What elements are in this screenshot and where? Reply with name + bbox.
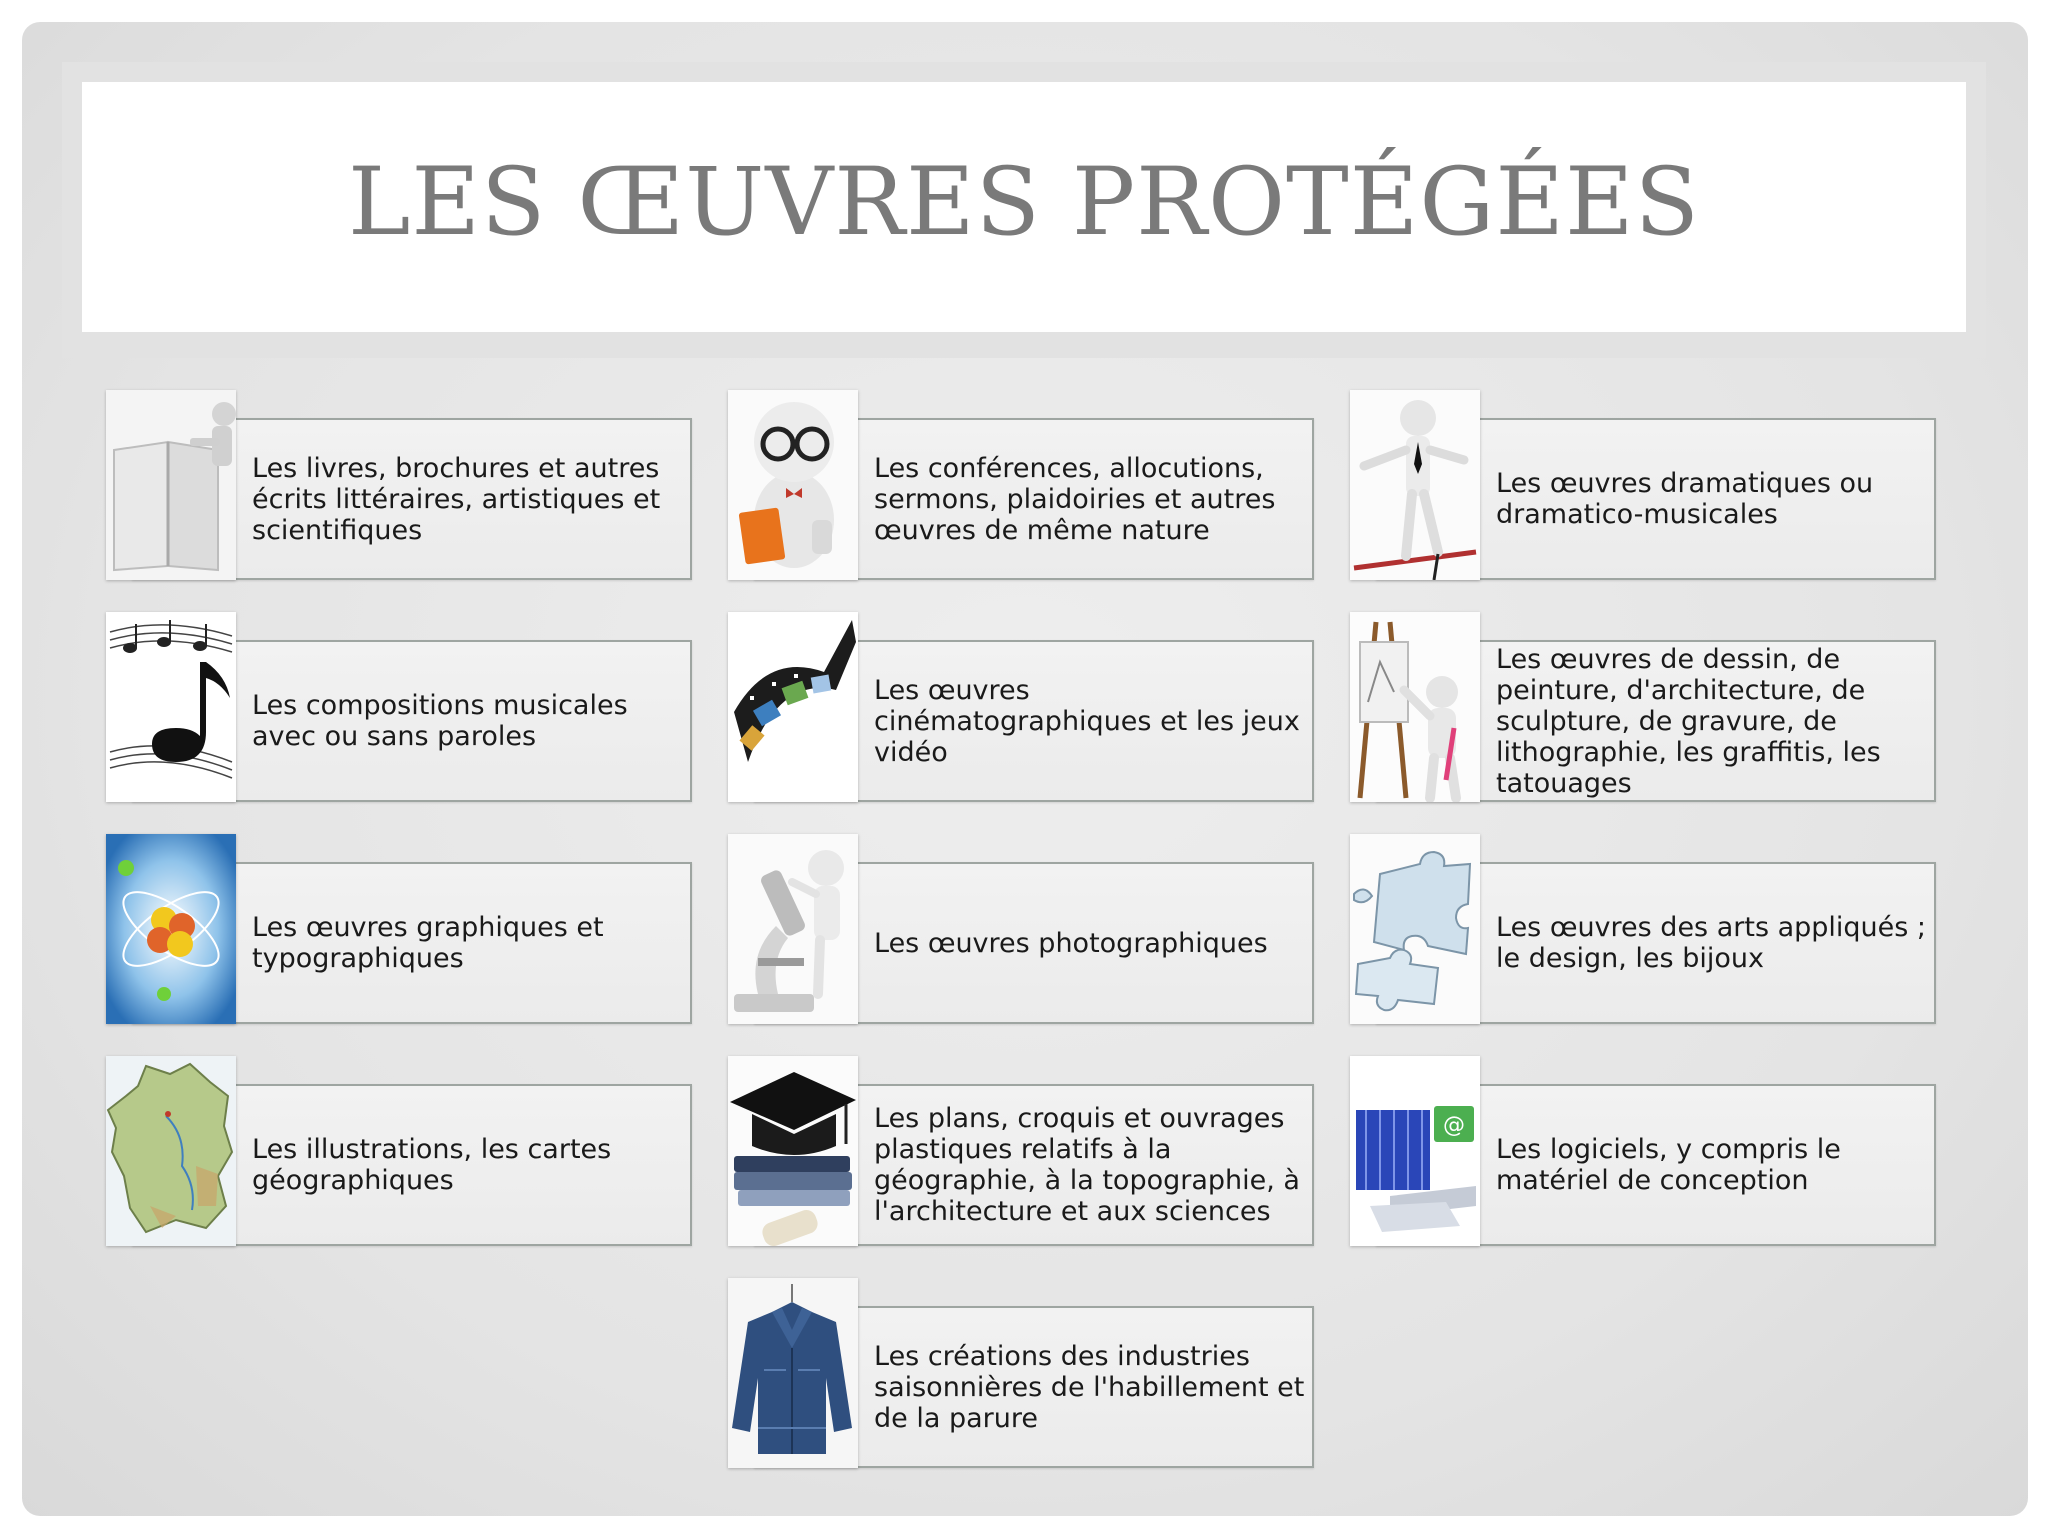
molecule-icon — [106, 834, 236, 1024]
card-text: Les œuvres graphiques et typographiques — [252, 912, 604, 974]
book-figure-icon — [106, 390, 236, 580]
film-strip-icon — [728, 612, 858, 802]
card-clothing — [728, 1278, 1314, 1468]
card-books — [106, 390, 692, 580]
card-drawing — [1350, 612, 1936, 802]
card-text: Les compositions musicales avec ou sans paroles — [252, 690, 628, 752]
painter-easel-icon — [1350, 612, 1480, 802]
card-photo — [728, 834, 1314, 1024]
computer-email-icon — [1350, 1056, 1480, 1246]
title-band — [62, 62, 1986, 358]
card-plans — [728, 1056, 1314, 1246]
card-text: Les illustrations, les cartes géographiques — [252, 1134, 612, 1196]
card-graphic — [106, 834, 692, 1024]
reading-figure-icon — [728, 390, 858, 580]
microscope-figure-icon — [728, 834, 858, 1024]
card-text: Les œuvres photographiques — [874, 927, 1268, 959]
card-text: Les œuvres de dessin, de peinture, d'architecture, de sculpture, de gravure, de lithographie, les graffitis, les tatouages — [1496, 643, 1881, 799]
denim-jacket-icon — [728, 1278, 858, 1468]
card-dramatic — [1350, 390, 1936, 580]
slide-title: LES ŒUVRES PROTÉGÉES — [347, 147, 1701, 257]
card-applied-arts — [1350, 834, 1936, 1024]
card-text: Les conférences, allocutions, sermons, plaidoiries et autres œuvres de même nature — [874, 452, 1276, 546]
card-text: Les créations des industries saisonnières de l'habillement et de la parure — [874, 1340, 1305, 1434]
graduation-cap-books-icon — [728, 1056, 858, 1246]
card-text: Les œuvres dramatiques ou dramatico-musicales — [1496, 468, 1874, 530]
puzzle-pieces-icon — [1350, 834, 1480, 1024]
tightrope-figure-icon — [1350, 390, 1480, 580]
card-text: Les logiciels, y compris le matériel de conception — [1496, 1134, 1841, 1196]
france-map-icon — [106, 1056, 236, 1246]
card-text: Les œuvres des arts appliqués ; le design, les bijoux — [1496, 912, 1927, 974]
card-text: Les plans, croquis et ouvrages plastiques relatifs à la géographie, à la topographie, à l'architecture et aux sciences — [874, 1103, 1300, 1227]
music-notes-icon — [106, 612, 236, 802]
card-text: Les livres, brochures et autres écrits littéraires, artistiques et scientifiques — [252, 452, 661, 546]
card-text: Les œuvres cinématographiques et les jeux vidéo — [874, 674, 1300, 768]
card-software — [1350, 1056, 1936, 1246]
card-maps — [106, 1056, 692, 1246]
card-music — [106, 612, 692, 802]
slide — [22, 22, 2028, 1516]
svg-text:@: @ — [1443, 1113, 1465, 1138]
title-box — [82, 82, 1966, 332]
card-conferences — [728, 390, 1314, 580]
card-cinema — [728, 612, 1314, 802]
